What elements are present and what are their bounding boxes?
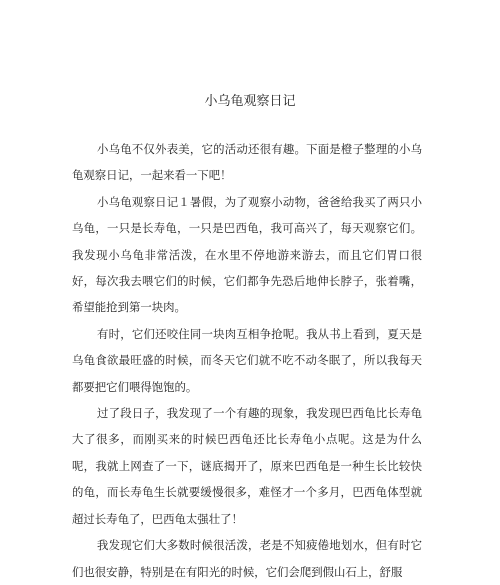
paragraph-diary-1: 小乌龟观察日记１暑假，为了观察小动物，爸爸给我买了两只小乌龟，一只是长寿龟，一只是巴西龟，我可高兴了，每天观察它们。我发现小乌龟非常活泼，在水里不停地游来游去，而且它们胃口很好，每次我去喂它们的时候，它们都争先恐后地伸长脖子，张着嘴，希望能抢到第一块肉。 [72,194,422,315]
paragraph-fighting: 有时，它们还咬住同一块肉互相争抢呢。我从书上看到，夏天是乌龟食欲最旺盛的时候，而冬天它们就不吃不动冬眠了，所以我每天都要把它们喂得饱饱的。 [72,326,422,394]
document-body [72,136,422,585]
paragraph-growth: 过了段日子，我发现了一个有趣的现象，我发现巴西龟比长寿龟大了很多，而刚买来的时候巴西龟还比长寿龟小点呢。这是为什么呢，我就上网查了一下，谜底揭开了，原来巴西龟是一种生长比较快的龟，而长寿龟生长就要缓慢很多，难怪才一个多月，巴西龟体型就超过长寿龟了，巴西龟太强壮了！ [72,406,422,526]
paragraph-activity: 我发现它们大多数时候很活泼，老是不知疲倦地划水，但有时它们也很安静，特别是在有阳光的时候，它们会爬到假山石上，舒服 [72,538,422,579]
document-title: 小乌龟观察日记 [204,94,296,109]
paragraph-intro: 小乌龟不仅外表美，它的活动还很有趣。下面是橙子整理的小乌龟观察日记，一起来看一下吧！ [72,142,422,183]
